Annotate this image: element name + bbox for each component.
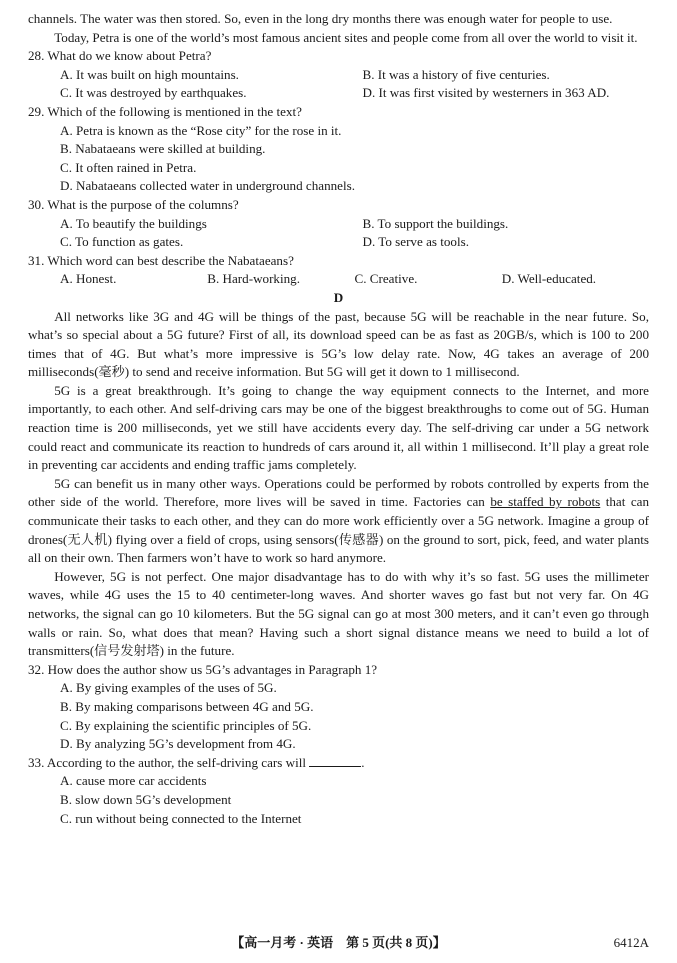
option-d: D. It was first visited by westerners in 363 AD.	[362, 85, 610, 101]
paragraph: 5G is a great breakthrough. It’s going to change the way equipment connects to the Internet, and more importantly, to each other. And self-driving cars may be one of the biggest breakthroughs to come out of 5G. Human reaction time is 200 milliseconds, yet we still have accidents every day. The self-driving car under a 5G network could react and communicate its reaction to hundreds of cars around it, all within 1 millisecond. It’ll play a great role in preventing car accidents and ending traffic jams completely.	[28, 382, 649, 473]
option-b: B. To support the buildings.	[362, 215, 509, 231]
paragraph: Today, Petra is one of the world’s most famous ancient sites and people come from all over the world to visit it.	[54, 29, 638, 45]
option-b: B. It was a history of five centuries.	[362, 66, 550, 82]
question-33	[28, 754, 649, 828]
option-c: C. By explaining the scientific principles of 5G.	[60, 717, 312, 733]
option-c: C. Creative.	[354, 271, 418, 287]
answer-blank	[309, 754, 361, 767]
option-a: A. cause more car accidents	[60, 773, 207, 789]
option-c: C. run without being connected to the Internet	[60, 810, 302, 826]
question-29	[28, 103, 649, 196]
footer-label: 【高一月考 · 英语 第 5 页(共 8 页)】	[231, 935, 446, 950]
stem-end: .	[361, 754, 365, 770]
paragraph	[28, 475, 649, 568]
question-stem: 32. How does the author show us 5G’s advantages in Paragraph 1?	[28, 661, 378, 677]
option-a: A. Petra is known as the “Rose city” for the rose in it.	[60, 122, 342, 138]
stem-text: 33. According to the author, the self-driving cars will	[28, 754, 307, 770]
option-a: A. It was built on high mountains.	[60, 66, 239, 82]
option-c: C. It often rained in Petra.	[60, 159, 197, 175]
options-row	[28, 215, 649, 234]
option-a: A. Honest.	[60, 271, 117, 287]
option-d: D. Nabataeans collected water in underground channels.	[60, 178, 355, 194]
options-row	[28, 66, 649, 85]
option-d: D. To serve as tools.	[362, 234, 469, 250]
question-28	[28, 47, 649, 103]
paper-code: 6412A	[613, 935, 649, 950]
question-32	[28, 661, 649, 754]
paragraph: However, 5G is not perfect. One major disadvantage has to do with why it’s so fast. 5G uses the millimeter waves, while 4G uses the 15 to 40 centimeter-long waves. And shorter waves go fast but not very far. On 4G networks, the signal can go 10 kilometers. But the 5G signal can go at most 300 meters, and it can’t even go through walls or rain. So, what does that mean? Having such a short signal distance means we need to build a lot of transmitters(信号发射塔) in the future.	[28, 568, 649, 659]
paragraph: All networks like 3G and 4G will be things of the past, because 5G will be reachable in the near future. So, what’s so special about a 5G future? First of all, its download speed can be as fast as 20GB/s, which is 100 to 200 times that of 4G. But what’s more impressive is 5G’s low delay rate. Now, 4G takes an average of 200 milliseconds(毫秒) to send and receive information. But 5G will get it down to 1 millisecond.	[28, 308, 649, 380]
question-31	[28, 252, 649, 289]
options-row	[28, 233, 649, 252]
options-row	[28, 84, 649, 103]
question-30	[28, 196, 649, 252]
paragraph: channels. The water was then stored. So, even in the long dry months there was enough water for people to use.	[28, 11, 613, 26]
option-b: B. Hard-working.	[207, 271, 300, 287]
question-stem: 31. Which word can best describe the Nabataeans?	[28, 252, 294, 268]
question-stem: 29. Which of the following is mentioned in the text?	[28, 103, 302, 119]
text-span: that can communicate their tasks to each other, and they can do more work efficiently over a 5G network. Imagine a group of drones(无人机) flying over a field of crops, using sensors(传感器) on the ground to sort, pick, feed, and water plants all on their own. Then farmers won’t have to work so hard anymore.	[28, 494, 649, 566]
text-span: 5G can benefit us in many other ways. Operations could be performed by robots controlled by experts from the other side of the world. Therefore, more lives will be saved in time. Factories can	[28, 475, 649, 510]
option-d: D. Well-educated.	[501, 271, 597, 287]
option-d: D. By analyzing 5G’s development from 4G.	[60, 736, 296, 752]
underlined-phrase: be staffed by robots	[490, 494, 601, 510]
option-a: A. To beautify the buildings	[60, 215, 207, 231]
page-footer	[0, 934, 677, 954]
option-b: B. By making comparisons between 4G and 5G.	[60, 698, 314, 714]
options-row	[28, 270, 649, 289]
option-c: C. It was destroyed by earthquakes.	[60, 85, 247, 101]
question-stem	[28, 754, 649, 773]
question-stem: 30. What is the purpose of the columns?	[28, 196, 239, 212]
section-heading: D	[333, 289, 344, 305]
option-b: B. Nabataeans were skilled at building.	[60, 141, 266, 157]
option-a: A. By giving examples of the uses of 5G.	[60, 680, 277, 696]
question-stem: 28. What do we know about Petra?	[28, 48, 212, 64]
option-c: C. To function as gates.	[60, 234, 184, 250]
option-b: B. slow down 5G’s development	[60, 791, 232, 807]
